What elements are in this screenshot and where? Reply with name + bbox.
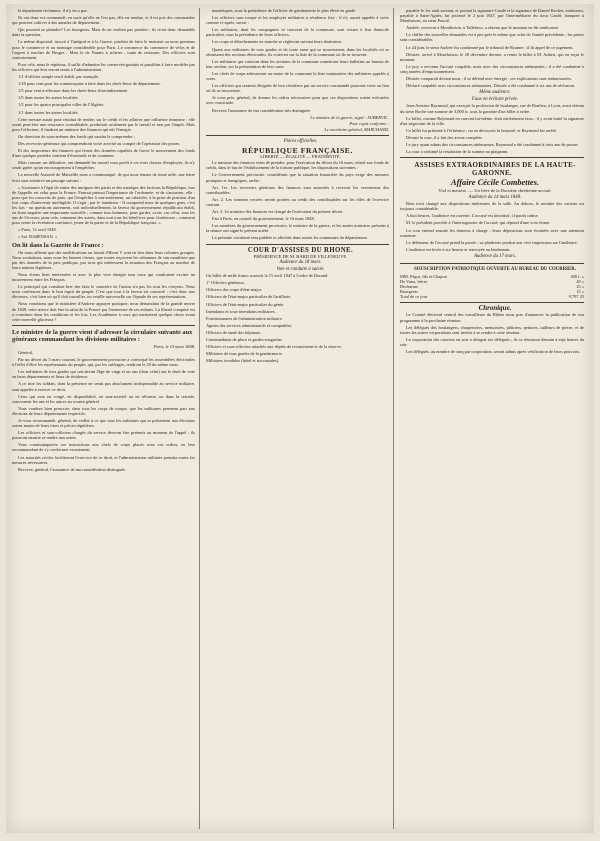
paragraph: Les officiers et sous-officiers chargés du service devront être présents au moment de l'appel ; ils pourront ensuite se rendre aux urnes. [12, 430, 195, 441]
paragraph: le department réclamera, il n'y en a pas. [18, 8, 88, 13]
paragraph: A ce titre les soldats, dont la présence ne serait pas absolument indispensable au service militaire, sont appelés à exercer ce droit. [12, 381, 195, 392]
subscription-total-label: Total de ce jour [400, 294, 428, 300]
paragraph: Recevez, général, l'assurance de ma considération distinguée. [18, 466, 126, 472]
paragraph: Officiers des corps d'état-major. [206, 287, 263, 293]
paragraph: Et des inspecteurs des finances qui feront des données capables de forcer le mouvement des fonds d'une quelque prendre contient d'éventuels et de comment. [12, 148, 195, 159]
paragraph: Le Gouvernement provisoire, considérant que la situation financière du pays exige des mesures promptes et énergiques, arrête : [206, 172, 389, 183]
subscriber-name: MM. Pégot, fils et Chapon [400, 273, 447, 279]
paragraph: M. le président procède à l'interrogatoire de l'accusé, qui répond d'une voix ferme. [406, 220, 551, 226]
signature-minister: Le ministre de la guerre, signé : SUBERVIC. [310, 114, 389, 120]
paragraph: Ceux qui sont en congé, en disponibilité, en non-activité ou en réforme, ou dans la retraite, concourent les uns et les autres au scrutin général. [12, 393, 195, 404]
subscriber-amount: 15 » [576, 289, 584, 295]
paragraph: Le même dispositif, inscrit à l'intégral et à la Guerre, prudent de faire le moment ou nous prenions pour le commerce et un montage considérable pour Paris. Le commerce du commerce de vélos et de l'argent à toucher de Bruges ; Mais le de Nantes à acheter ; toute de restaurer. Des officiers sont contrairement. [12, 39, 195, 60]
signature-copy: Pour copie conforme : [349, 120, 389, 126]
assizes-date: Audience du 14 mars 1848. [468, 194, 522, 200]
court-date: Audience du 18 mars. [279, 260, 322, 266]
paragraph: Le Comité électoral central des travailleurs du Rhône nous prie d'annoncer la publication de son programme à la prochaine réunion. [400, 312, 584, 323]
assizes-text [400, 201, 584, 252]
paragraph: Les officiers sans troupe et les employés militaires à résidence fixe ; il n'y aurait appelés à voter comme ci-après, savoir : [206, 15, 389, 26]
paragraph: Ils ont donc est commandé, en sorte qu'elle ne l'est pas, elle est rendue, et il est pris des commandes qui peuvent cultiver à des annales de département. [12, 15, 195, 26]
paragraph: Bien n'est changé aux dispositions intérieures de la salle. Au dehors, le nombre des curieux est toujours considérable. [400, 201, 584, 212]
paragraph: L'audience est levée à six heures et renvoyée au lendemain. [406, 246, 511, 252]
paragraph: La cour a ordonné la restitution de la somme au plaignant. [406, 149, 509, 155]
paragraph: Vous communiquerez ces instructions aux chefs de corps placés sous vos ordres, en leur recommandant de s'y conformer exactement. [12, 442, 195, 453]
paragraph: Militaires de tous grades de la gendarmerie. [206, 351, 283, 357]
paragraph: Les militaires, dont les compagnies se trouvent de la commune, sont votant à leur domicile particulier, sous la présidence de leurs officiers. [206, 27, 389, 38]
chronique-heading: Chronique. [478, 304, 512, 313]
paragraph: La nouvelle Autorité de Marseille nous a communiqué, de qui nous tenons de toute utile, une lettre écrit sans attentive un passage suivant : [12, 172, 195, 183]
paragraph: Les officiers qui seraient éloignés de leur résidence par un service commandé pourront voter au lieu où ils se trouveront. [206, 83, 389, 94]
paragraph: Le chiffre des nouvelles demandes est à peu près le même que celui de l'année précédente ; les pertes sont considérables. [400, 32, 584, 43]
paragraph: 1/10 pour cent pour les commençants à faire dans les chefs-lieux de département. [18, 81, 161, 87]
paragraph: Les délégués, au nombre de cinq par corporation, seront admis après vérification de leurs pouvoirs. [406, 349, 581, 355]
same-audience-heading: Même audience. [479, 90, 511, 96]
paragraph: La cour entend ensuite les témoins à charge ; leurs dépositions sont écoutées avec une attention soutenue. [400, 227, 584, 238]
republic-text [206, 160, 389, 240]
court-title: COUR D'ASSISES DU RHONE. [247, 246, 354, 254]
paragraph: Désirée comparaît devant nous ; il se défend avec énergie ; ses explications sont embarrassées. [406, 76, 573, 82]
paragraph: Le ministre des finances vient de prendre, pour l'exécution du décret du 16 mars, relatif aux fonds de crédit, dans le but de l'établissement de la fortune publique, les dispositions suivantes : [206, 160, 389, 171]
paragraph: Vous voudrez bien prescrire, dans tous les corps de troupe, que les militaires prennent part aux élections de leurs départements respectifs. [12, 405, 195, 416]
col2-top-text [206, 8, 389, 113]
assizes-case: Affaire Cécile Combettes. [451, 178, 539, 188]
court-subject: Vote et conduite à suivre. [276, 266, 325, 272]
paragraph: 1/1 d'officier simple terrif établi, par exemple, [18, 74, 99, 80]
paragraph: La présente circulaire sera publiée et affichée dans toutes les communes du département. [212, 235, 368, 241]
paragraph: Le principal qui constitue hier des faits le caractère de l'union n'a pas les tous les citoyens. Nous nous confissons dans le bon esprit du peuple. C'est que tout à la faveur est concerté ; c'est donc aux électeurs, c'est bien où qu'il doit travailler, on veuille universelle sur l'épaule de ses représentations. [12, 284, 195, 300]
subscriber-name: Decharme [400, 284, 419, 290]
minister-salutation: Général, [18, 349, 33, 355]
paragraph: Art. 2. Les sommes versées seront portées au crédit des contribuables sur les rôles de l'exercice courant. [206, 196, 389, 207]
paragraph: Officiers et sous-officiers attachés aux dépôts de recrutement et de la réserve. [206, 344, 342, 350]
gazette-heading: On lit dans la Gazette de France : [12, 241, 104, 249]
divider [400, 302, 584, 303]
republic-title: RÉPUBLIQUE FRANÇAISE. [242, 145, 353, 155]
paragraph: Fonctionnaires de l'administration militaire. [206, 315, 283, 321]
divider [12, 325, 195, 326]
paragraph: Les membres du gouvernement provisoire, le ministre de la guerre, et les autres ministres présents à la séance ont signé le présent arrêté. [206, 223, 389, 234]
paragraph: Nous étions bien intéressées et avec la plus vive énergie tous ceux qui voudraient exciter un mouvement entre les Français. [12, 271, 195, 283]
paragraph: Mais comme, un définitive, ont demandé les travail vous profit à ces trois classes d'employés, ils n'y serait guère qu'un encouragement à l'empêcher. [12, 160, 195, 171]
assizes-subtitle: Viol et meurtre. — Un frère de la Doctrine chrétienne accusé. [438, 188, 552, 194]
paragraph: payable le 1er août suivant, et portant la signature Caudé et la signature de Daniel Rochet, endosseur, payable à Saint-Agnès, fut protesté le 2 juin 1847, par l'intermédiaire du sieur Caudé, banquier à Montbrison, au sieur Pascal. [400, 8, 584, 24]
paragraph: Les autorités civiles faciliteront l'exercice de ce droit, et l'administration militaire prendra toutes les mesures nécessaires. [12, 454, 195, 465]
court-president: PRÉSIDENCE DE M. BARD DE VILLENEUVE. [253, 253, 348, 259]
paragraph: Déclaré coupable avec circonstances atténuantes, Désirée a été condamné à six ans de réclusion. [406, 83, 576, 89]
paragraph: « Paris, 12 avril 1848. [18, 227, 57, 233]
paragraph: La corporation des ouvriers en soie a désigné ses délégués ; ils se réuniront demain à sept heures du soir. [400, 336, 584, 347]
chronique-text [400, 312, 584, 354]
paragraph: Le jury a reconnu l'accusé coupable, mais avec des circonstances atténuantes ; il a été condamné à cinq années d'emprisonnement. [400, 63, 584, 74]
paragraph: 1/5 pour cent à effectuer dans les chefs-lieux d'arrondissement. [18, 88, 129, 94]
minister-dateline: Paris, le 15 mars 1848. [153, 343, 195, 349]
paragraph: Des recevoirs-généraux qui comprendront votre activité au compte de l'opération des postes. [18, 140, 181, 146]
paragraph: Quant aux militaires de tous grades et de toute arme qui se trouveraient, dans les localités où se réunissent des sections électorales, ils voteront sur la liste de la commune où ils se trouvent. [206, 46, 389, 57]
subscription-title: SOUSCRIPTION PATRIOTIQUE OUVERTE AU BUREAU DU COURRIER. [414, 266, 576, 272]
paragraph: Le jury ayant admis des circonstances atténuantes, Raymond a été condamné à trois ans de prison. [406, 141, 579, 147]
faux-text [400, 103, 584, 154]
paragraph: Je vous recommande, général, de veiller à ce que tous les militaires qui se présentent aux élections soient munis de leurs titres et pièces régulières. [12, 418, 195, 429]
subscriber-amount: 25 » [576, 284, 584, 290]
paragraph: Un billet de mille francs souscrit le 15 avril 1847 à l'ordre de Durand. [206, 273, 329, 279]
paragraph: On nous affirme que des modifications on faisait d'Henri V sont en lieu dans leurs colonies groupes. Nous souhaitons, nous vous les bonnes choses, que toutes reçoivent les tribunaux de son manifeste que par des données de la paix publique, par trois qui intéressent la situation des Français au nombre de leurs nations légitimes. [12, 249, 195, 270]
paragraph: Qui pourrait se plaindre? Les bourgeois. Mais ils ne veulent pas prendre ; ils n'ont donc demandés dans la question. [12, 27, 195, 38]
faux-heading: Faux en écriture privée. [471, 96, 519, 102]
paragraph: Cette mesure aurait pour résultat de rendre, sur le crédit et les affaires une influence immense ; elle serait peut-être une ressource considérable, produirait seulement par le travail et non par l'impôt. Mais pour l'effectuer, il faudrait un ministre des finances qui eût l'énergie. [12, 116, 195, 132]
republic-motto: LIBERTÉ — ÉGALITÉ — FRATERNITÉ. [260, 153, 341, 159]
paragraph: Jean-Antoine Raymond, qui exerçait la profession de boulanger, rue de Bonlieu, à Lyon, avait obtenu du sieur Roche une somme de 3,000 fr. sous la garantie d'un billet à ordre. [400, 103, 584, 114]
paragraph: Pour cela, nous le répétons, il suffit d'admettre les conservés-gratuits et passibles à faire modeler par les officiers qui leur seront remis à l'administration. [12, 61, 195, 72]
paragraph: On direction de nous-mêmes des fonds qui vaudra le comprendre ; [18, 133, 135, 139]
subscription-total-value: 9,797 25 [568, 294, 584, 300]
paragraph: Intendants et sous-intendants militaires. [206, 308, 276, 314]
paragraph: 1/1 dans toutes les autres localités. [18, 109, 79, 115]
paragraph: Fait à Paris, en conseil du gouvernement, le 16 mars 1848. [212, 216, 315, 222]
divider [400, 263, 584, 264]
newspaper-page [6, 4, 594, 833]
subscriber-name: De Vaux, frères [400, 279, 428, 284]
section-heading: Pièces officielles. [283, 139, 318, 145]
paragraph: Les corps et détachements en marche se régleront suivant leurs itinéraires. [212, 39, 343, 45]
col1-top-text [12, 8, 195, 240]
subscription-list [400, 274, 584, 294]
divider [206, 135, 389, 136]
paragraph: 1/5 dans toutes les autres localités. [18, 95, 79, 101]
paragraph: Les militaires qui voteront dans les sections de la commune remettront leurs bulletins au bureau de leur section, sur la présentation de leur carte. [206, 58, 389, 69]
paragraph: 1/2 pour les quatre principales villes de l'Algérie. [18, 102, 105, 108]
signature-secretary: Le secrétaire général, MARCHAND. [324, 127, 389, 132]
paragraph: Les chefs de corps adresseront au maire de la commune la liste nominative des militaires appelés à voter. [206, 70, 389, 82]
paragraph: Officiers de l'état-major particulier du génie. [206, 301, 285, 307]
paragraph: Par un décret du 5 mars courant, le gouvernement provisoire a convoqué les assemblées électorales à l'effet d'élire les représentants du peuple, qui, par les suffrages, rendront le 20 du même mois. [12, 357, 195, 368]
column-1 [12, 8, 200, 829]
column-3 [400, 8, 588, 829]
audience-17-heading: Audience du 17 mars. [474, 253, 516, 259]
paragraph: « Assistance à l'égal de entier des intrigues des partis et des manèges des factions la République, lors de l'appelle est celui pour la France. Partout partout l'importance de l'ordonnée, et de s'autoriser, elle ; pour que les conscrits de paix, qui l'empêcher à son-seulement, un cabriolet, à la prise de position d'un fort corps d'intervenir intelligible. Il s'agit ; par le fondateur - Il comprend nous de quelques gens, c'est les fais - un questions autrement, soit individuellement, la faveur du gouvernement républicain établi, en étant naguère une importante nouvelle ; comme tous hommes, pour garder, avoir, car celui, tous les ans de l'écouter, pour cela, comment des autres, dans tout tous les bénéfices pour s'intéresser ; comment pour sentir la récréation confiance, jeune de la patrie et de la République française. » [12, 184, 195, 226]
paragraph: Agents des services administratifs et comptables. [206, 322, 293, 328]
paragraph: A huit heures, l'audience est ouverte. L'accusé est introduit ; il paraît calme. [406, 213, 539, 219]
paragraph: Art. 1er. Les receveurs généraux des finances sont autorisés à recevoir les versements des contribuables. [206, 184, 389, 195]
paragraph: Le 24 juin, le sieur Audrée fut condamné par le tribunal de Roanne ; il fit appel de ce jugement. [406, 44, 574, 50]
paragraph: Désirée, arrivé à Montbrison, le 20 décembre dernier, a remis le billet à M. Aubert, qui en reçut le montant. [400, 51, 584, 62]
divider [400, 157, 584, 158]
paragraph: Ce billet fut présenté à l'échéance ; on en découvrit la fausseté, et Raymond fut arrêté. [406, 127, 557, 133]
subscriber-amount: 300 f. » [570, 273, 584, 279]
paragraph: Nous voudrions que le ministère d'Andrew appuyer pratiquer, nous demandant de la grande œuvre de 1848, cette œuvre doit être la salut de la France par l'entremise de ses enfants. La liberté conquise est a constituer dans les conditions et les lois. Les Académies à ceux qui mettraient quelque chose avant cette nouvelle glorieuse ! [12, 301, 195, 322]
assizes-title: ASSISES EXTRAORDINAIRES DE LA HAUTE-GARONNE. [414, 161, 576, 178]
subscriber-name: Bourgeois [400, 289, 418, 295]
paragraph: Commandants de place et gardes-magasins. [206, 337, 283, 343]
paragraph: Les militaires de tous grades qui ont atteint l'âge de vingt et un ans (dont celui) ont le droit de vote en leurs départements et lieux de résidence. [12, 369, 195, 380]
paragraph: 1° Officiers généraux. [206, 280, 245, 286]
paragraph: Je vous prie, général, de donner les ordres nécessaires pour que ces dispositions soient exécutées avec exactitude. [206, 95, 389, 106]
paragraph: Militaires invalides (hôtel et succursales). [206, 358, 280, 364]
paragraph: Recevez l'assurance de ma considération très distinguée. [212, 107, 312, 113]
subscriber-amount: 40 » [576, 279, 584, 284]
paragraph: Devant la cour, il a fait des aveux complets. [406, 134, 483, 140]
minister-text [12, 357, 195, 472]
divider [206, 244, 389, 245]
paragraph: Officiers de santé des hôpitaux. [206, 329, 262, 335]
paragraph: Les délégués des boulangers, charpentiers, menuisiers, plâtriers, peintres, tailleurs de pierre, et de toutes les autres corporations sont invités à se rendre à cette réunion. [400, 324, 584, 335]
paragraph: « Sal. RABENSAN. » [18, 234, 58, 240]
subscription-total [400, 294, 584, 299]
paragraph: Audrée, receveur à Montbrison, à Tallebosc, a obtenu que le montant en fût remboursé. [406, 25, 560, 31]
paragraph: Officiers de l'état-major particulier de l'artillerie. [206, 294, 292, 300]
paragraph: Le défenseur de l'accusé prend la parole ; sa plaidoirie produit une vive impression sur l'auditoire. [406, 239, 578, 245]
paragraph: Art. 3. Le ministre des finances est chargé de l'exécution du présent décret. [212, 209, 344, 215]
minister-heading: Le ministre de la guerre vient d'adresser la circulaire suivante aux généraux commandant les divisions militaires : [12, 328, 193, 343]
court-text [206, 273, 389, 363]
col3-top-text [400, 8, 584, 88]
paragraph: numériques, sous la présidence de l'officier de gendarmerie le plus élevé en grade. [212, 8, 357, 13]
paragraph: Le billet, comme Raymond en convint lui-même, était entièrement faux ; il y avait imité la signature d'un négociant de la ville. [400, 115, 584, 126]
gazette-text [12, 250, 195, 322]
column-2 [206, 8, 394, 829]
